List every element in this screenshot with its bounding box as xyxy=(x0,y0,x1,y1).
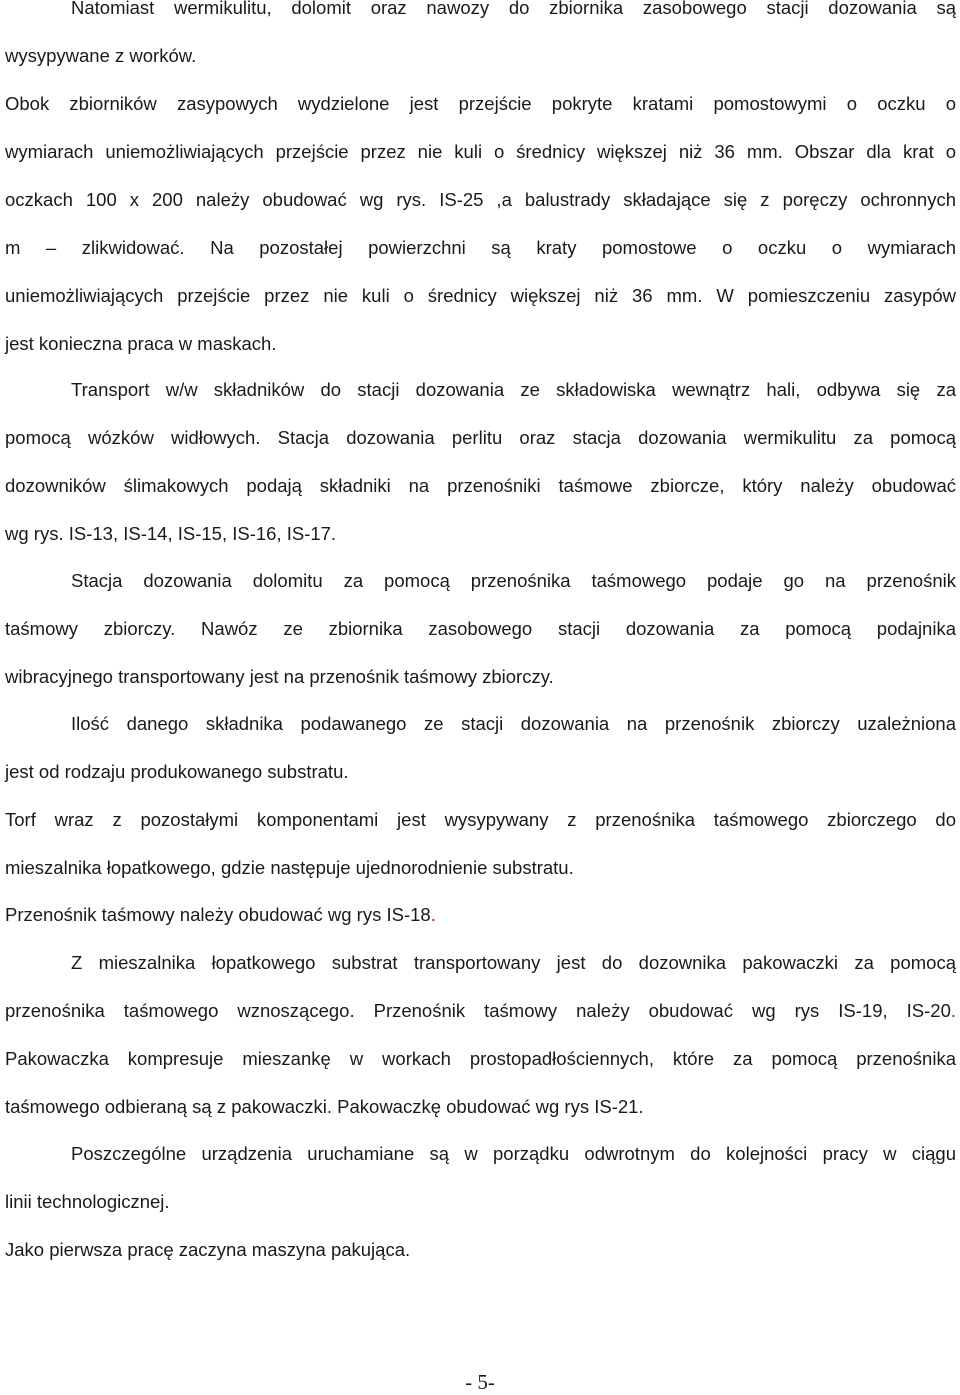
red-period: . xyxy=(430,904,436,925)
paragraph-7 xyxy=(5,891,956,1131)
text-line: taśmowy zbiorczy. Nawóz ze zbiornika zasobowego stacji dozowania za pomocą podajnika xyxy=(5,618,956,639)
text-line: linii technologicznej. xyxy=(5,1191,170,1212)
paragraph-1 xyxy=(5,0,956,80)
paragraph-2 xyxy=(5,80,956,368)
text-line: Z mieszalnika łopatkowego substrat transportowany jest do dozownika pakowaczki za pomocą xyxy=(71,952,956,973)
text-line: Poszczególne urządzenia uruchamiane są w porządku odwrotnym do kolejności pracy w ciągu xyxy=(71,1143,956,1164)
text-line: m – zlikwidować. Na pozostałej powierzchni są kraty pomostowe o oczku o wymiarach xyxy=(5,237,956,258)
paragraph-5 xyxy=(5,700,956,796)
text-line: wibracyjnego transportowany jest na przenośnik taśmowy zbiorczy. xyxy=(5,666,554,687)
text-line: Ilość danego składnika podawanego ze stacji dozowania na przenośnik zbiorczy uzależniona xyxy=(71,713,956,734)
text-line: wg rys. IS-13, IS-14, IS-15, IS-16, IS-17. xyxy=(5,523,337,544)
paragraph-6 xyxy=(5,796,956,892)
text-line: Natomiast wermikulitu, dolomit oraz nawozy do zbiornika zasobowego stacji dozowania są xyxy=(71,0,956,18)
text-line: dozowników ślimakowych podają składniki na przenośniki taśmowe zbiorcze, który należy obudować xyxy=(5,475,956,496)
text-line: wysypywane z worków. xyxy=(5,45,197,66)
text-line: Jako pierwsza pracę zaczyna maszyna pakująca. xyxy=(5,1239,411,1260)
text-line: Przenośnik taśmowy należy obudować wg rys IS-18. xyxy=(5,904,436,925)
paragraph-3 xyxy=(5,366,956,558)
text-line: taśmowego odbieraną są z pakowaczki. Pakowaczkę obudować wg rys IS-21. xyxy=(5,1096,644,1117)
text-line: uniemożliwiających przejście przez nie kuli o średnicy większej niż 36 mm. W pomieszczeniu zasypów xyxy=(5,285,956,306)
text-line: Torf wraz z pozostałymi komponentami jest wysypywany z przenośnika taśmowego zbiorczego do xyxy=(5,809,956,830)
text-line: jest od rodzaju produkowanego substratu. xyxy=(5,761,349,782)
paragraph-8 xyxy=(5,1130,956,1274)
text-line: oczkach 100 x 200 należy obudować wg rys. IS-25 ,a balustrady składające się z poręczy ochronnych xyxy=(5,189,956,210)
text-line: Transport w/w składników do stacji dozowania ze składowiska wewnątrz hali, odbywa się za xyxy=(71,379,956,400)
text-line: Obok zbiorników zasypowych wydzielone jest przejście pokryte kratami pomostowymi o oczku o xyxy=(5,93,956,114)
text-line: Pakowaczka kompresuje mieszankę w workach prostopadłościennych, które za pomocą przenośnika xyxy=(5,1048,956,1069)
page-number: - 5- xyxy=(465,1370,495,1394)
paragraph-4 xyxy=(5,557,956,701)
text-line: jest konieczna praca w maskach. xyxy=(5,333,277,354)
text-line: wymiarach uniemożliwiających przejście przez nie kuli o średnicy większej niż 36 mm. Obszar dla krat o xyxy=(5,141,956,162)
text-line: pomocą wózków widłowych. Stacja dozowania perlitu oraz stacja dozowania wermikulitu za pomocą xyxy=(5,427,956,448)
text-line: przenośnika taśmowego wznoszącego. Przenośnik taśmowy należy obudować wg rys IS-19, IS-20. xyxy=(5,1000,956,1021)
text-line: mieszalnika łopatkowego, gdzie następuje ujednorodnienie substratu. xyxy=(5,857,574,878)
red-period: . xyxy=(950,1000,956,1021)
text-line: Stacja dozowania dolomitu za pomocą przenośnika taśmowego podaje go na przenośnik xyxy=(71,570,956,591)
